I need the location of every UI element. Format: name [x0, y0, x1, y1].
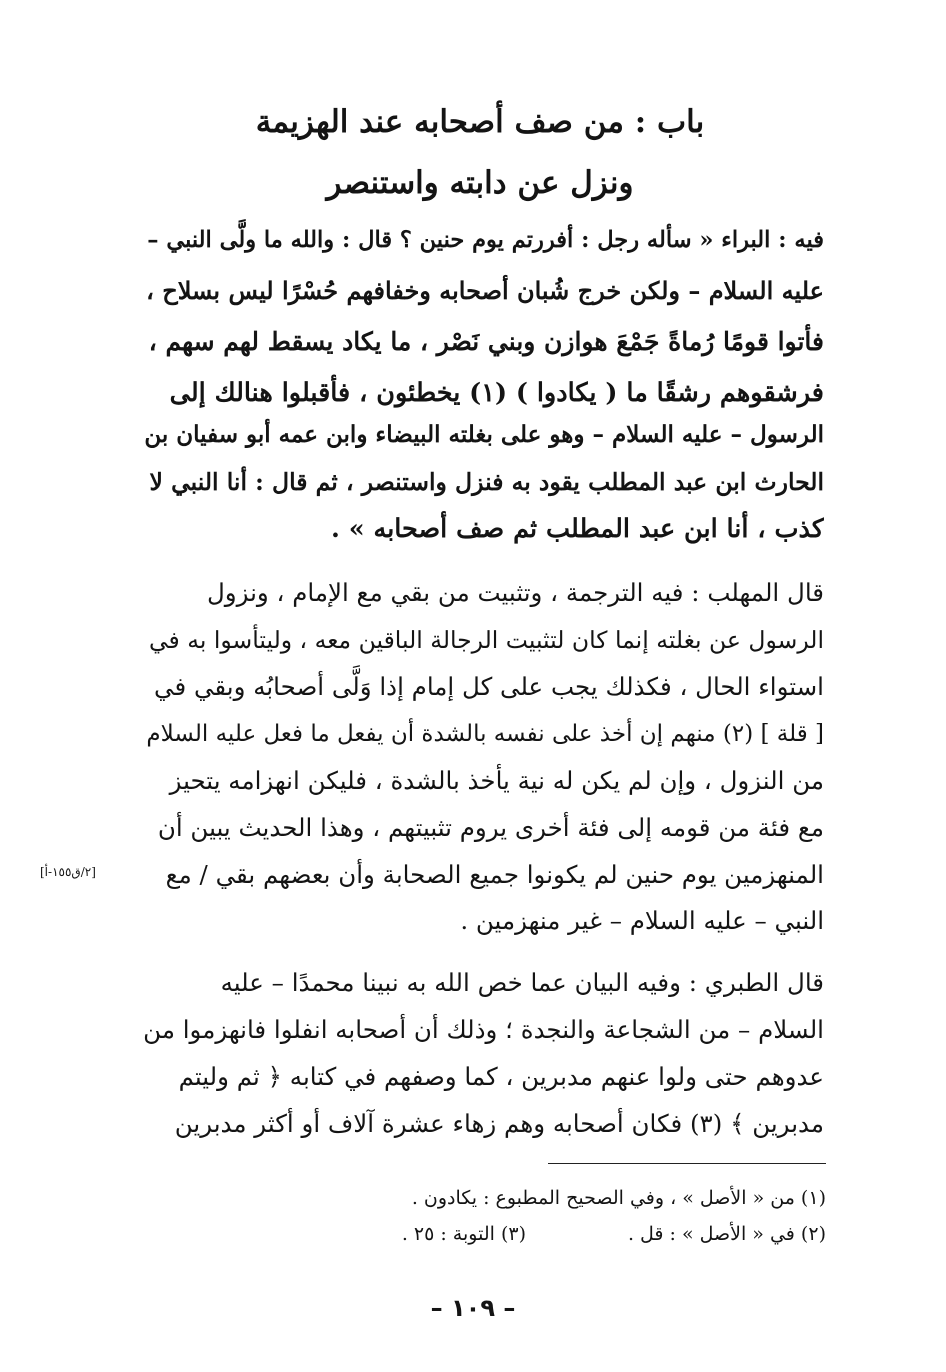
- hadith-line: الحارث ابن عبد المطلب يقود به فنزل واستنصر ، ثم قال : أنا النبي لا: [149, 468, 824, 496]
- commentary-line: قال المهلب : فيه الترجمة ، وتثبيت من بقي مع الإمام ، ونزول: [206, 578, 824, 607]
- page-number: – ١٠٩ –: [430, 1294, 516, 1322]
- hadith-line: عليه السلام – ولكن خرج شُبان أصحابه وخفافهم حُسْرًا ليس بسلاح ،: [146, 276, 824, 305]
- footnote-separator: [548, 1163, 826, 1164]
- chapter-subtitle: ونزل عن دابته واستنصر: [326, 165, 634, 201]
- commentary-line: عدوهم حتى ولوا عنهم مدبرين ، كما وصفهم في كتابه ﴿ ثم وليتم: [178, 1062, 824, 1091]
- commentary-line: السلام – من الشجاعة والنجدة ؛ وذلك أن أصحابه انفلوا فانهزموا من: [143, 1015, 824, 1044]
- commentary-line: قال الطبري : وفيه البيان عما خص الله به نبينا محمدًا – عليه: [220, 968, 824, 997]
- manuscript-folio-marker: [٢/ق١٥٥-أ]: [40, 865, 96, 879]
- hadith-line: فأتوا قومًا رُماةً جَمْعَ هوازن وبني نَصْر ، ما يكاد يسقط لهم سهم ،: [148, 327, 824, 356]
- commentary-line: مع فئة من قومه إلى فئة أخرى يروم تثبيتهم ، وهذا الحديث يبين أن: [157, 813, 824, 842]
- hadith-line: كذب ، أنا ابن عبد المطلب ثم صف أصحابه » .: [330, 514, 824, 544]
- footnote-2: (٢) في « الأصل » : قل .: [627, 1223, 826, 1245]
- commentary-line: من النزول ، وإن لم يكن له نية يأخذ بالشدة ، فليكن انهزامه يتحيز: [169, 766, 824, 795]
- footnote-row: [140, 1218, 826, 1250]
- commentary-line: الرسول عن بغلته إنما كان لتثبيت الرجالة الباقين معه ، وليتأسوا به في: [148, 626, 824, 654]
- footnote-1: (١) من « الأصل » ، وفي الصحيح المطبوع : يكادون .: [411, 1187, 826, 1209]
- commentary-line: مدبرين ﴾ (٣) فكان أصحابه وهم زهاء عشرة آلاف أو أكثر مدبرين: [174, 1109, 824, 1138]
- commentary-line: المنهزمين يوم حنين لم يكونوا جميع الصحابة وأن بعضهم بقي / مع: [165, 860, 824, 889]
- commentary-line: [ قلة ] (٢) منهم إن أخذ على نفسه بالشدة أن يفعل ما فعل عليه السلام: [146, 721, 824, 747]
- chapter-title: باب : من صف أصحابه عند الهزيمة: [255, 104, 705, 140]
- hadith-line: فرشقوهم رشقًا ما ( يكادوا ) (١) يخطئون ، فأقبلوا هنالك إلى: [169, 378, 824, 408]
- hadith-line: الرسول – عليه السلام – وهو على بغلته البيضاء وابن عمه أبو سفيان بن: [144, 421, 824, 448]
- commentary-line: النبي – عليه السلام – غير منهزمين .: [460, 906, 824, 935]
- hadith-line: فيه : البراء « سأله رجل : أفررتم يوم حنين ؟ قال : والله ما ولَّى النبي –: [147, 227, 824, 253]
- commentary-line: استواء الحال ، فكذلك يجب على كل إمام إذا وَلَّى أصحابُه وبقي في: [154, 672, 824, 701]
- footnote-3: (٣) التوبة : ٢٥ .: [401, 1223, 526, 1245]
